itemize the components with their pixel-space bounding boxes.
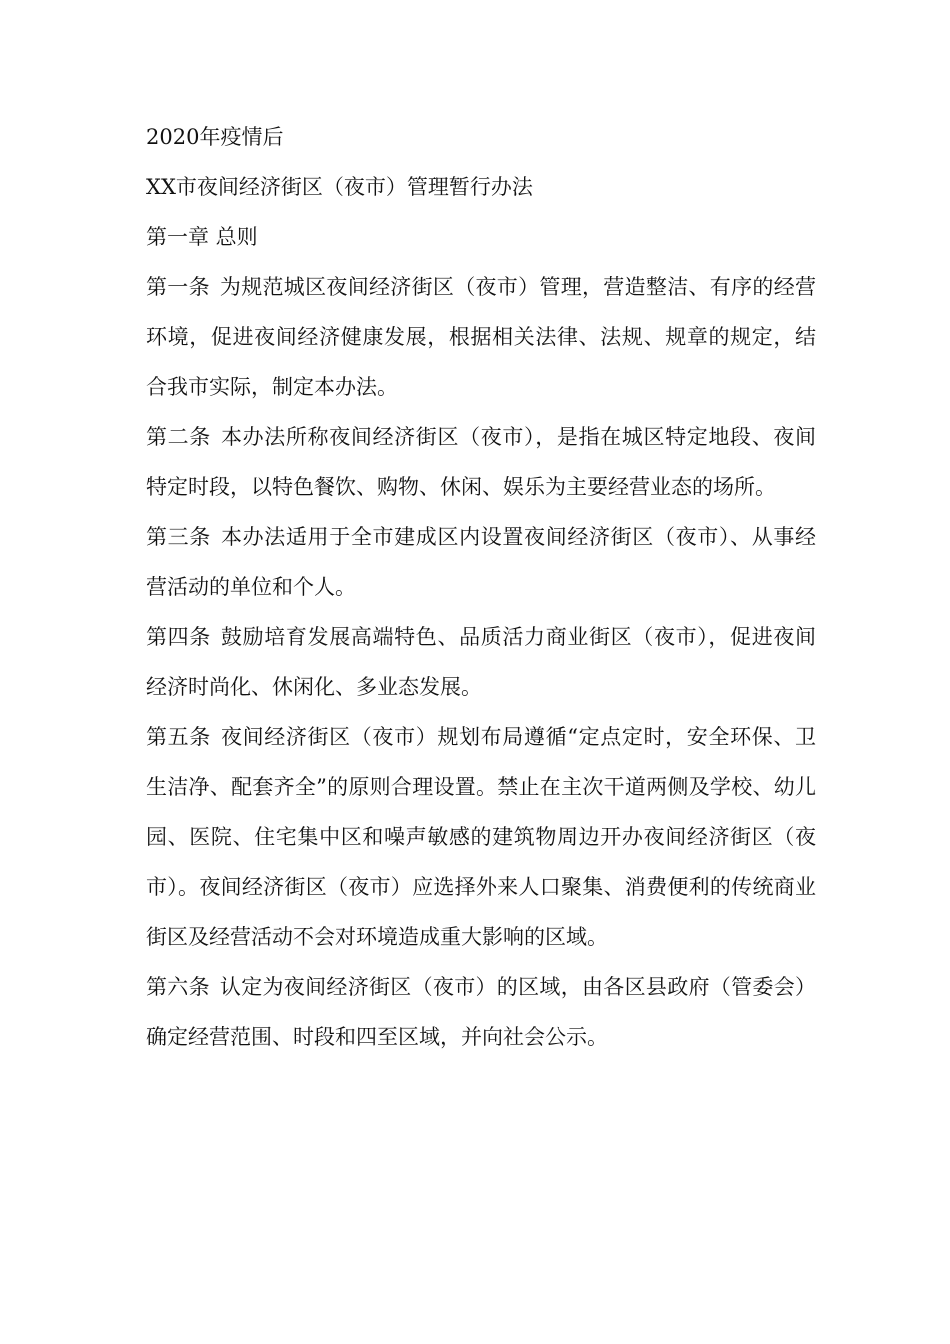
article-text: 认定为夜间经济街区（夜市）的区域，由各区县政府（管委会）确定经营范围、时段和四至区域，并向社会公示。 bbox=[146, 975, 817, 1049]
article-text: 鼓励培育发展高端特色、品质活力商业街区（夜市），促进夜间经济时尚化、休闲化、多业态发展。 bbox=[146, 625, 817, 699]
article-6 bbox=[146, 962, 816, 1062]
year-line: 2020年疫情后 bbox=[146, 125, 284, 149]
document-body bbox=[146, 112, 816, 1062]
article-text: 夜间经济街区（夜市）规划布局遵循“定点定时，安全环保、卫生洁净、配套齐全”的原则合理设置。禁止在主次干道两侧及学校、幼儿园、医院、住宅集中区和噪声敏感的建筑物周边开办夜间经济街区（夜市）。夜间经济街区（夜市）应选择外来人口聚集、消费便利的传统商业街区及经营活动不会对环境造成重大影响的区域。 bbox=[146, 725, 817, 949]
chapter-heading: 第一章 总则 bbox=[146, 225, 258, 249]
article-number: 第六条 bbox=[146, 975, 210, 999]
article-number: 第一条 bbox=[146, 275, 210, 299]
article-text: 本办法所称夜间经济街区（夜市），是指在城区特定地段、夜间特定时段，以特色餐饮、购物、休闲、娱乐为主要经营业态的场所。 bbox=[146, 425, 817, 499]
article-4 bbox=[146, 612, 816, 712]
article-1 bbox=[146, 262, 816, 412]
document-title: XX市夜间经济街区（夜市）管理暂行办法 bbox=[146, 175, 533, 199]
article-5 bbox=[146, 712, 816, 962]
article-2 bbox=[146, 412, 816, 512]
article-3 bbox=[146, 512, 816, 612]
article-number: 第三条 bbox=[146, 525, 211, 549]
article-text: 本办法适用于全市建成区内设置夜间经济街区（夜市）、从事经营活动的单位和个人。 bbox=[146, 525, 817, 599]
article-number: 第五条 bbox=[146, 725, 211, 749]
article-text: 为规范城区夜间经济街区（夜市）管理，营造整洁、有序的经营环境，促进夜间经济健康发展，根据相关法律、法规、规章的规定，结合我市实际，制定本办法。 bbox=[146, 275, 817, 399]
article-number: 第四条 bbox=[146, 625, 211, 649]
article-number: 第二条 bbox=[146, 425, 211, 449]
